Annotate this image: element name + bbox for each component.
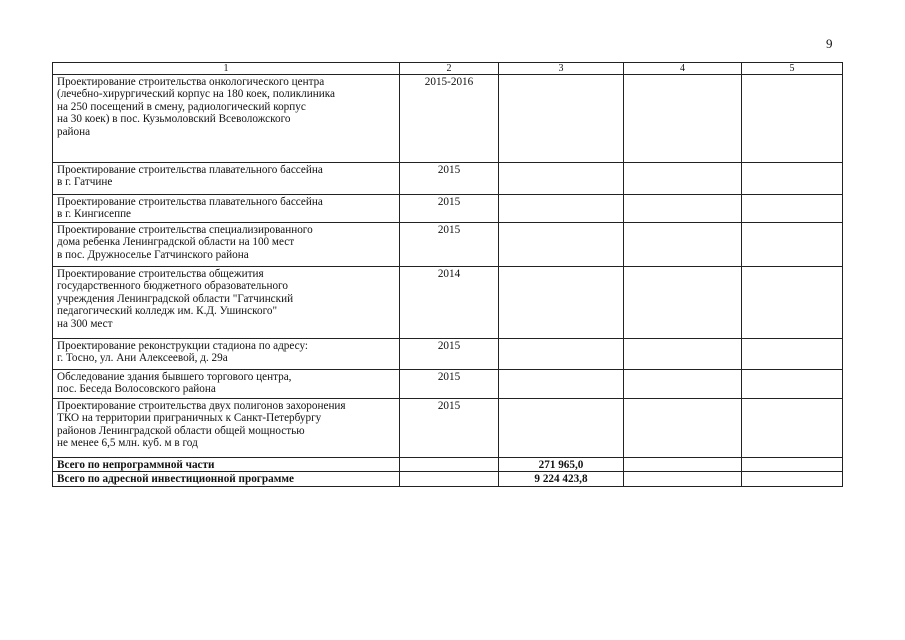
- column-header: 5: [742, 63, 843, 75]
- project-description: Проектирование строительства специализированного дома ребенка Ленинградской области на 100 мест в пос. Дружноселье Гатчинского района: [53, 223, 400, 267]
- empty-cell: [624, 472, 742, 486]
- empty-cell: [499, 399, 624, 458]
- project-description: Проектирование строительства плавательного бассейна в г. Кингисеппе: [53, 195, 400, 223]
- empty-cell: [499, 370, 624, 399]
- table-row: [53, 163, 843, 195]
- project-description: Проектирование строительства общежития государственного бюджетного образовательного учреждения Ленинградской области "Гатчинский педагогический колледж им. К.Д. Ушинского" на 300 мест: [53, 267, 400, 339]
- table-header-row: [53, 63, 843, 75]
- empty-cell: [624, 163, 742, 195]
- empty-cell: [400, 458, 499, 472]
- project-description: Обследование здания бывшего торгового центра, пос. Беседа Волосовского района: [53, 370, 400, 399]
- table-row: [53, 399, 843, 458]
- project-description: Проектирование реконструкции стадиона по адресу: г. Тосно, ул. Ани Алексеевой, д. 29а: [53, 339, 400, 370]
- total-label: Всего по адресной инвестиционной программе: [53, 472, 400, 486]
- empty-cell: [499, 163, 624, 195]
- total-row: [53, 458, 843, 472]
- investment-table: [52, 62, 843, 487]
- table-row: [53, 75, 843, 163]
- empty-cell: [742, 472, 843, 486]
- project-years: 2015: [400, 370, 499, 399]
- project-description: Проектирование строительства плавательного бассейна в г. Гатчине: [53, 163, 400, 195]
- empty-cell: [742, 399, 843, 458]
- empty-cell: [742, 267, 843, 339]
- empty-cell: [624, 458, 742, 472]
- column-header: 3: [499, 63, 624, 75]
- empty-cell: [624, 399, 742, 458]
- empty-cell: [742, 163, 843, 195]
- project-years: 2015: [400, 339, 499, 370]
- column-header: 2: [400, 63, 499, 75]
- empty-cell: [742, 339, 843, 370]
- total-value: 271 965,0: [499, 458, 624, 472]
- empty-cell: [742, 458, 843, 472]
- empty-cell: [400, 472, 499, 486]
- table-row: [53, 339, 843, 370]
- empty-cell: [499, 195, 624, 223]
- empty-cell: [624, 75, 742, 163]
- total-row: [53, 472, 843, 486]
- empty-cell: [499, 339, 624, 370]
- table-row: [53, 223, 843, 267]
- empty-cell: [742, 223, 843, 267]
- empty-cell: [742, 370, 843, 399]
- project-years: 2015: [400, 195, 499, 223]
- empty-cell: [624, 267, 742, 339]
- empty-cell: [742, 75, 843, 163]
- project-years: 2014: [400, 267, 499, 339]
- empty-cell: [624, 339, 742, 370]
- column-header: 4: [624, 63, 742, 75]
- page-number: 9: [826, 36, 833, 51]
- table-row: [53, 267, 843, 339]
- empty-cell: [624, 223, 742, 267]
- project-description: Проектирование строительства двух полигонов захоронения ТКО на территории приграничных к Санкт-Петербургу районов Ленинградской области общей мощностью не менее 6,5 млн. куб. м в год: [53, 399, 400, 458]
- project-years: 2015-2016: [400, 75, 499, 163]
- empty-cell: [624, 370, 742, 399]
- empty-cell: [499, 267, 624, 339]
- table-row: [53, 370, 843, 399]
- empty-cell: [499, 75, 624, 163]
- project-years: 2015: [400, 223, 499, 267]
- empty-cell: [742, 195, 843, 223]
- project-description: Проектирование строительства онкологического центра (лечебно-хирургический корпус на 180 коек, поликлиника на 250 посещений в смену, радиологический корпус на 30 коек) в пос. Кузьмоловский Всеволожского района: [53, 75, 400, 163]
- empty-cell: [499, 223, 624, 267]
- empty-cell: [624, 195, 742, 223]
- total-label: Всего по непрограммной части: [53, 458, 400, 472]
- project-years: 2015: [400, 163, 499, 195]
- total-value: 9 224 423,8: [499, 472, 624, 486]
- project-years: 2015: [400, 399, 499, 458]
- table-row: [53, 195, 843, 223]
- column-header: 1: [53, 63, 400, 75]
